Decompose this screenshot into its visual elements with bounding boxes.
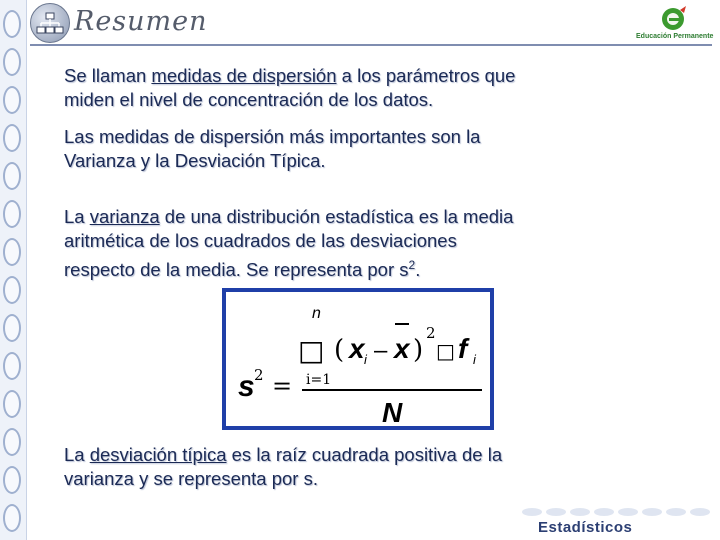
variance-formula <box>226 292 490 426</box>
binding-ring <box>3 466 21 494</box>
text-span: a los parámetros que <box>336 65 516 86</box>
lhs-s: s <box>238 370 255 403</box>
text-span: La <box>64 206 90 227</box>
text-line: Las medidas de dispersión más importantes son la <box>64 126 481 147</box>
multiply-symbol: □ <box>436 339 455 363</box>
lhs-exponent: 2 <box>254 366 264 384</box>
binding-ring <box>3 86 21 114</box>
binding-ring <box>3 10 21 38</box>
f-subscript: i <box>473 352 476 367</box>
text-line: aritmética de los cuadrados de las desviaciones <box>64 230 457 251</box>
x-subscript: i <box>364 352 367 367</box>
binding-ring <box>3 314 21 342</box>
text-span: . <box>415 259 421 281</box>
term-varianza: varianza <box>89 206 160 227</box>
term-desviacion-tipica: desviación típica <box>89 444 227 465</box>
text-span: es la raíz cuadrada positiva de la <box>226 444 503 465</box>
x-variable: x <box>349 333 365 364</box>
text-line: Varianza y la Desviación Típica. <box>64 150 326 171</box>
text-span: La <box>64 444 90 465</box>
term-medidas-dispersion: medidas de dispersión <box>151 65 337 86</box>
superscript: 2 <box>408 258 416 272</box>
page-title: Resumen <box>74 6 208 37</box>
text-span: respecto de la media. Se representa por s <box>64 259 409 281</box>
paragraph-desviacion <box>64 443 502 491</box>
paragraph-varianza <box>64 205 513 282</box>
text-line: miden el nivel de concentración de los datos. <box>64 89 434 110</box>
binding-ring <box>3 48 21 76</box>
binding-ring <box>3 124 21 152</box>
binding-ring <box>3 238 21 266</box>
sum-symbol: □ <box>298 334 325 367</box>
paragraph-definition <box>64 64 515 112</box>
brand-text: Educación Permanente <box>636 33 714 40</box>
footer-decoration <box>520 505 720 519</box>
denominator-n: N <box>382 397 403 426</box>
text-line: varianza y se representa por s. <box>64 468 318 489</box>
binding-ring <box>3 428 21 456</box>
open-paren: ( <box>334 335 345 365</box>
binding-ring <box>3 276 21 304</box>
text-span: de una distribución estadística es la media <box>159 206 514 227</box>
sum-upper-limit: n <box>312 305 321 322</box>
binding-ring <box>3 200 21 228</box>
equals-sign: = <box>272 372 293 400</box>
brand-logo <box>636 4 712 44</box>
notebook-binding-strip <box>0 0 27 540</box>
close-paren: ) <box>413 335 424 365</box>
minus-sign: – <box>374 337 388 364</box>
x-mean: x <box>394 333 410 364</box>
footer-title: Estadísticos <box>538 519 633 536</box>
f-variable: f <box>458 333 468 364</box>
header-divider <box>30 44 712 46</box>
binding-ring <box>3 162 21 190</box>
binding-ring <box>3 504 21 532</box>
sitemap-icon <box>30 3 70 43</box>
binding-ring <box>3 390 21 418</box>
sum-lower-limit: i=1 <box>306 372 332 388</box>
paragraph-importantes <box>64 125 480 173</box>
exponent-two: 2 <box>426 324 436 342</box>
variance-formula-box <box>222 288 494 430</box>
text-span: Se llaman <box>64 65 152 86</box>
binding-ring <box>3 352 21 380</box>
